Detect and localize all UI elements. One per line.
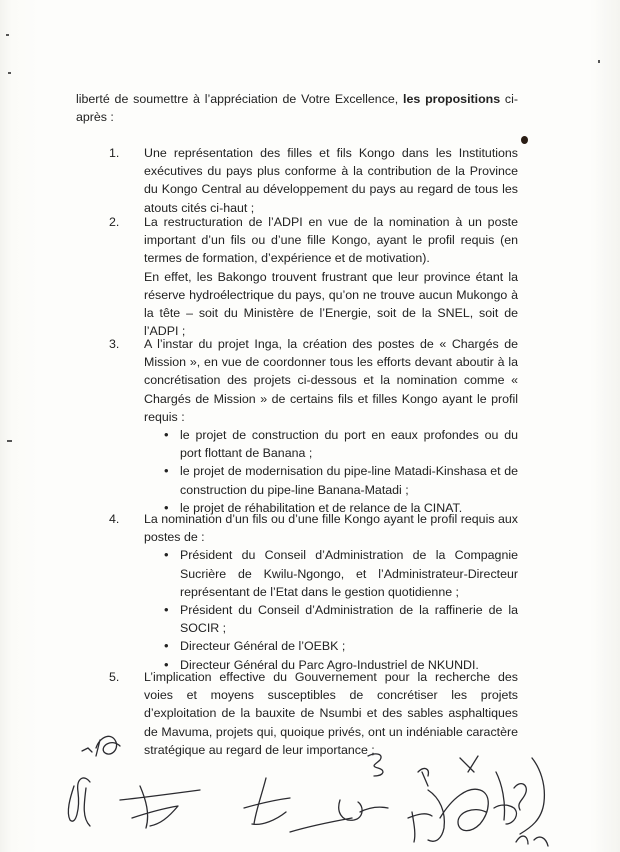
bullet-item: • le projet de modernisation du pipe-line Matadi-Kinshasa et de construction du pipe-line Banana-Matadi ; <box>164 462 518 498</box>
scan-mark <box>6 34 9 36</box>
bullet-item: • le projet de réhabilitation et de relance de la CINAT. <box>164 499 518 517</box>
item-paragraph: A l’instar du projet Inga, la création des postes de « Chargés de Mission », en vue de coordonner tous les efforts devant aboutir à la concrétisation des projets ci-dessous et la nomination comme « Chargés de Mission » de certains fils et filles Kongo ayant le profil requis : <box>144 337 518 424</box>
item-number: 3. <box>109 337 120 351</box>
item-number: 4. <box>109 512 120 526</box>
item-body <box>144 144 518 217</box>
signatures <box>0 728 620 852</box>
item-paragraph: En effet, les Bakongo trouvent frustrant que leur province étant la réserve hydroélectrique du pays, qu’on ne trouve aucun Mukongo à la tête – soit du Ministère de l’Energie, soit de la SNEL, soit de l’ADPI ; <box>144 269 518 339</box>
scan-mark <box>7 440 12 442</box>
bullet-item: • Directeur Général du Parc Agro-Industriel de NKUNDI. <box>164 656 518 674</box>
intro-paragraph <box>76 90 518 126</box>
bullet-item: • le projet de construction du port en eaux profondes ou du port flottant de Banana ; <box>164 426 518 462</box>
item-paragraph: L’implication effective du Gouvernement pour la recherche des voies et moyens susceptibles de concrétiser les projets d’exploitation de la bauxite de Nsumbi et des sables asphaltiques de Mavuma, projets qui, quoique privés, ont un indéniable caractère stratégique au regard de leur importance ; <box>144 670 518 757</box>
initial-margin-2 <box>82 748 92 752</box>
item-paragraph: La restructuration de l’ADPI en vue de la nomination à un poste important d’un fils ou d’une fille Kongo, ayant le profil requis (en termes de formation, d’expérience et de motivation). <box>144 215 518 266</box>
initial-margin-1 <box>96 736 120 756</box>
bullet-item: • Directeur Général de l’OEBK ; <box>164 637 518 655</box>
bullet-item: • Président du Conseil d’Administration de la raffinerie de la SOCIR ; <box>164 601 518 637</box>
bullet-item: • Président du Conseil d’Administration de la Compagnie Sucrière de Kwilu-Ngongo, et l’Administrateur-Directeur représentant de l’Etat dans le gestion quotidienne ; <box>164 546 518 601</box>
signature-1 <box>68 778 90 826</box>
item-number: 2. <box>109 215 120 229</box>
signature-7 <box>494 772 526 824</box>
item-number: 5. <box>109 670 120 684</box>
scan-mark <box>8 72 11 74</box>
item-paragraph: La nomination d’un fils ou d’une fille Kongo ayant le profil requis aux postes de : <box>144 512 518 545</box>
scan-mark <box>598 60 600 63</box>
initial-3 <box>368 754 383 776</box>
signature-2 <box>120 786 200 828</box>
signature-3 <box>244 778 290 824</box>
ink-blot <box>521 136 528 144</box>
initial-4 <box>418 769 428 786</box>
bullet-list <box>144 426 518 517</box>
intro-bold: les propositions <box>403 92 501 106</box>
item-paragraph: Une représentation des filles et fils Kongo dans les Institutions exécutives du pays plus conforme à la contribution de la Province du Kongo Central au développement du pays au regard de tous les atouts cités ci-haut ; <box>144 146 518 215</box>
signature-5 <box>408 790 444 842</box>
item-body <box>144 335 518 517</box>
intro-text2: ci-après : <box>76 92 518 125</box>
intro-text: liberté de soumettre à l’appréciation de Votre Excellence, <box>76 92 399 106</box>
item-body <box>144 213 518 340</box>
signature-4 <box>290 800 388 832</box>
bullet-list <box>144 546 518 673</box>
signature-6 <box>440 756 488 831</box>
item-number: 1. <box>109 146 120 160</box>
item-body <box>144 510 518 674</box>
